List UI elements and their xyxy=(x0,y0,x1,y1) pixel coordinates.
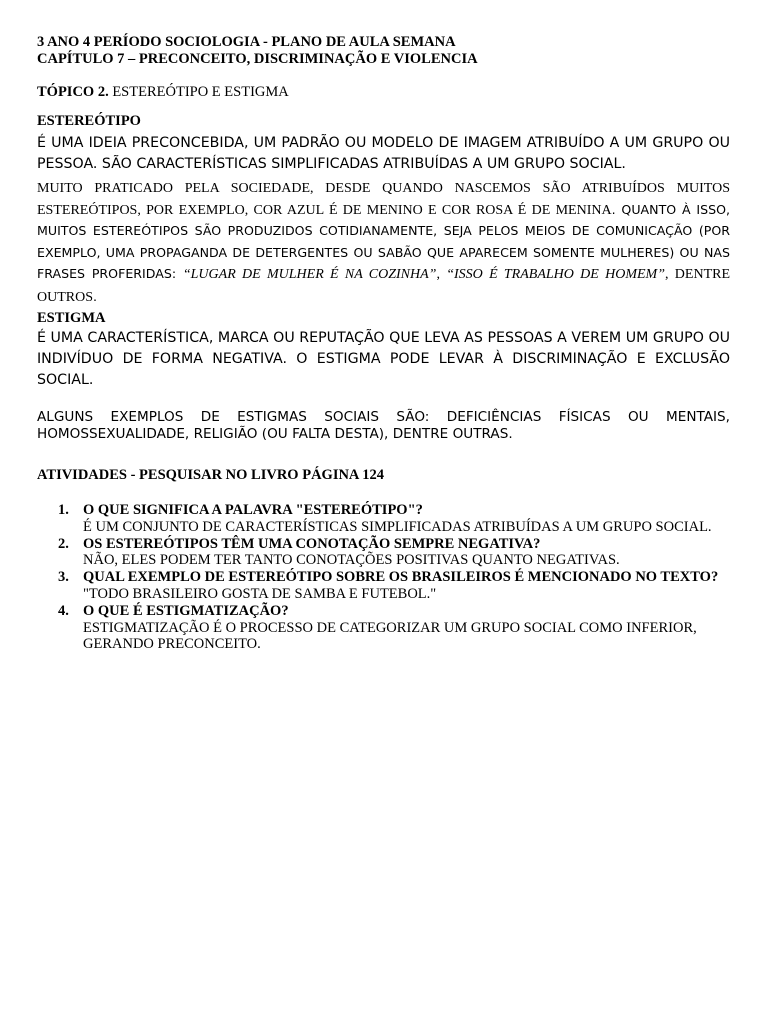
activity-answer: É UM CONJUNTO DE CARACTERÍSTICAS SIMPLIFICADAS ATRIBUÍDAS A UM GRUPO SOCIAL. xyxy=(83,518,712,535)
activity-number: 1. xyxy=(58,502,69,518)
quote-lugar-de-mulher: “LUGAR DE MULHER É NA COZINHA” xyxy=(182,267,437,282)
activity-item xyxy=(58,535,730,570)
estereotipo-body-2: . QUANTO À ISSO, MUITOS ESTEREÓTIPOS SÃO PRODUZIDOS COTIDIANAMENTE, SEJA PELOS MEIOS DE COMUNICAÇÃO (POR EXEMPLO, UMA PROPAGANDA DE DETERGENTES OU SABÃO QUE APARECEM SOMENTE MULHERES) OU NAS FRASES PROFERIDAS: xyxy=(37,201,730,281)
activity-item xyxy=(58,602,730,653)
activity-answer: NÃO, ELES PODEM TER TANTO CONOTAÇÕES POSITIVAS QUANTO NEGATIVAS. xyxy=(83,552,620,569)
activity-question: O QUE É ESTIGMATIZAÇÃO? xyxy=(83,602,289,619)
header-line-1: 3 ANO 4 PERÍODO SOCIOLOGIA - PLANO DE AULA SEMANA xyxy=(37,34,456,50)
estigma-definition: É UMA CARACTERÍSTICA, MARCA OU REPUTAÇÃO QUE LEVA AS PESSOAS A VEREM UM GRUPO OU INDIVÍDUO DE FORMA NEGATIVA. O ESTIGMA PODE LEVAR À DISCRIMINAÇÃO E EXCLUSÃO SOCIAL. xyxy=(37,330,730,388)
estereotipo-body-tail: , DENTRE OUTROS xyxy=(37,267,731,305)
activity-number: 4. xyxy=(58,602,69,619)
topic-text: ESTEREÓTIPO E ESTIGMA xyxy=(108,84,289,100)
activity-number: 3. xyxy=(58,569,69,586)
estereotipo-title: ESTEREÓTIPO xyxy=(37,113,141,129)
activities-list xyxy=(37,502,730,653)
activity-question: OS ESTEREÓTIPOS TÊM UMA CONOTAÇÃO SEMPRE NEGATIVA? xyxy=(83,535,541,552)
activities-title: ATIVIDADES - PESQUISAR NO LIVRO PÁGINA 124 xyxy=(37,467,384,483)
estigma-examples: ALGUNS EXEMPLOS DE ESTIGMAS SOCIAIS SÃO: DEFICIÊNCIAS FÍSICAS OU MENTAIS, HOMOSSEXUALIDADE, RELIGIÃO (OU FALTA DESTA), DENTRE OUTRAS. xyxy=(37,409,730,442)
document-page xyxy=(37,34,730,653)
activity-number: 2. xyxy=(58,535,69,552)
activity-question: QUAL EXEMPLO DE ESTEREÓTIPO SOBRE OS BRASILEIROS É MENCIONADO NO TEXTO? xyxy=(83,569,719,586)
quote-separator: , xyxy=(436,267,447,282)
estereotipo-body-1: MUITO PRATICADO PELA SOCIEDADE, DESDE QUANDO NASCEMOS SÃO ATRIBUÍDOS MUITOS ESTEREÓTIPOS, POR EXEMPLO, COR AZUL É DE MENINO E COR ROSA É DE MENINA xyxy=(37,181,730,218)
activity-item xyxy=(58,502,730,536)
estigma-title: ESTIGMA xyxy=(37,310,106,326)
header-line-2: CAPÍTULO 7 – PRECONCEITO, DISCRIMINAÇÃO E VIOLENCIA xyxy=(37,51,478,67)
topic-label: TÓPICO 2. xyxy=(37,84,109,100)
quote-trabalho-de-homem: “ISSO É TRABALHO DE HOMEM” xyxy=(446,267,666,282)
topic-heading xyxy=(37,84,730,101)
estereotipo-body-end: . xyxy=(93,288,98,304)
activity-item xyxy=(58,569,730,603)
activity-answer: "TODO BRASILEIRO GOSTA DE SAMBA E FUTEBOL." xyxy=(83,585,437,602)
estereotipo-definition: É UMA IDEIA PRECONCEBIDA, UM PADRÃO OU MODELO DE IMAGEM ATRIBUÍDO A UM GRUPO OU PESSOA. SÃO CARACTERÍSTICAS SIMPLIFICADAS ATRIBUÍDAS A UM GRUPO SOCIAL. xyxy=(37,135,730,172)
estereotipo-body xyxy=(37,179,730,308)
activity-question: O QUE SIGNIFICA A PALAVRA "ESTEREÓTIPO"? xyxy=(83,502,423,518)
activity-answer: ESTIGMATIZAÇÃO É O PROCESSO DE CATEGORIZAR UM GRUPO SOCIAL COMO INFERIOR, GERANDO PRECONCEITO. xyxy=(83,619,697,653)
